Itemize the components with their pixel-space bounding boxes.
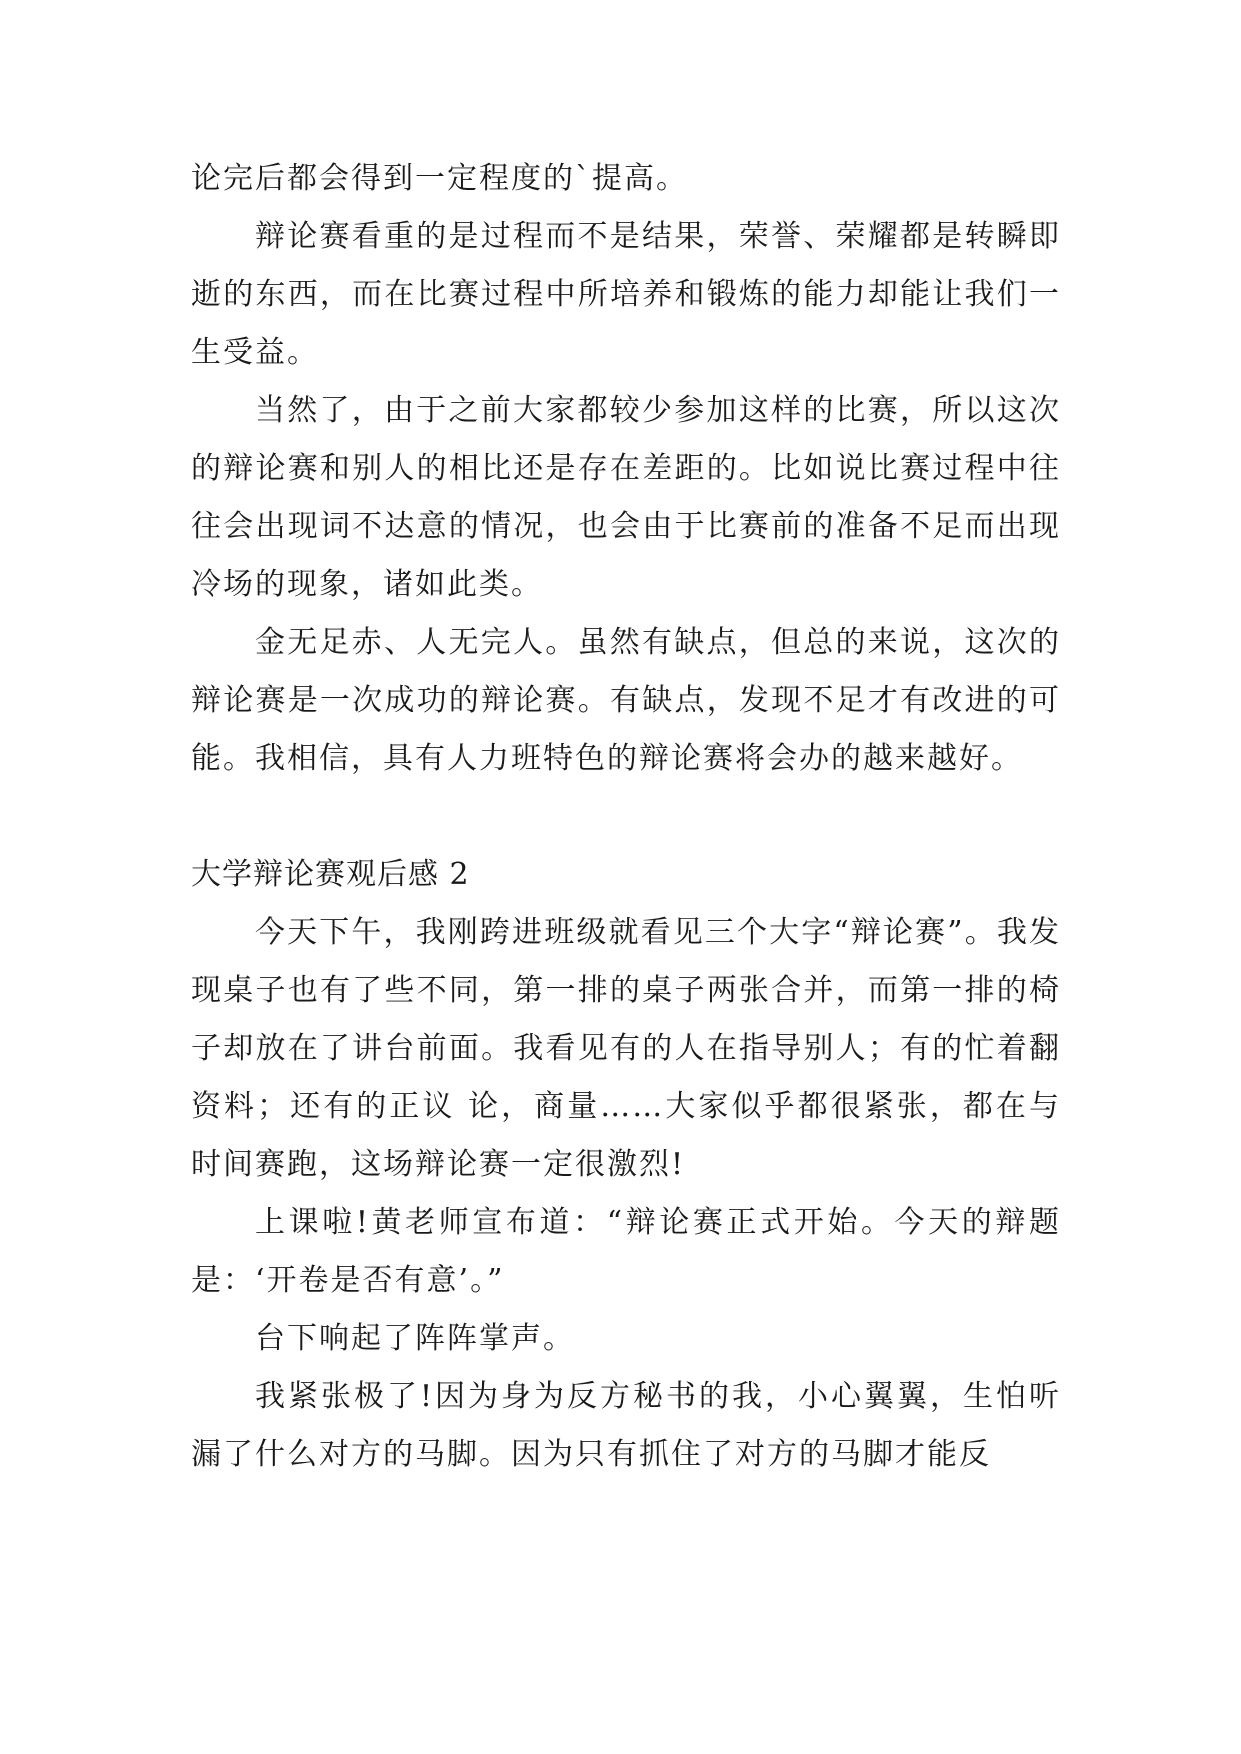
paragraph: 今天下午，我刚跨进班级就看见三个大字“辩论赛”。我发现桌子也有了些不同，第一排的桌子两张合并，而第一排的椅子却放在了讲台前面。我看见有的人在指导别人；有的忙着翻资料；还有的正议 论，商量……大家似乎都很紧张，都在与时间赛跑，这场辩论赛一定很激烈! xyxy=(191,915,1061,1182)
paragraph: 我紧张极了!因为身为反方秘书的我，小心翼翼，生怕听漏了什么对方的马脚。因为只有抓住了对方的马脚才能反 xyxy=(191,1379,1061,1472)
paragraph-continuation: 论完后都会得到一定程度的`提高。 xyxy=(191,161,688,196)
document-body xyxy=(191,150,1061,1484)
paragraph: 金无足赤、人无完人。虽然有缺点，但总的来说，这次的辩论赛是一次成功的辩论赛。有缺点，发现不足才有改进的可能。我相信，具有人力班特色的辩论赛将会办的越来越好。 xyxy=(191,625,1061,776)
section-heading: 大学辩论赛观后感 2 xyxy=(191,857,470,892)
paragraph: 上课啦!黄老师宣布道：“辩论赛正式开始。今天的辩题是：‘开卷是否有意’。” xyxy=(191,1205,1061,1298)
paragraph: 辩论赛看重的是过程而不是结果，荣誉、荣耀都是转瞬即逝的东西，而在比赛过程中所培养和锻炼的能力却能让我们一生受益。 xyxy=(191,219,1061,370)
paragraph: 当然了，由于之前大家都较少参加这样的比赛，所以这次的辩论赛和别人的相比还是存在差距的。比如说比赛过程中往往会出现词不达意的情况，也会由于比赛前的准备不足而出现冷场的现象，诸如此类。 xyxy=(191,393,1061,602)
paragraph: 台下响起了阵阵掌声。 xyxy=(255,1321,575,1356)
